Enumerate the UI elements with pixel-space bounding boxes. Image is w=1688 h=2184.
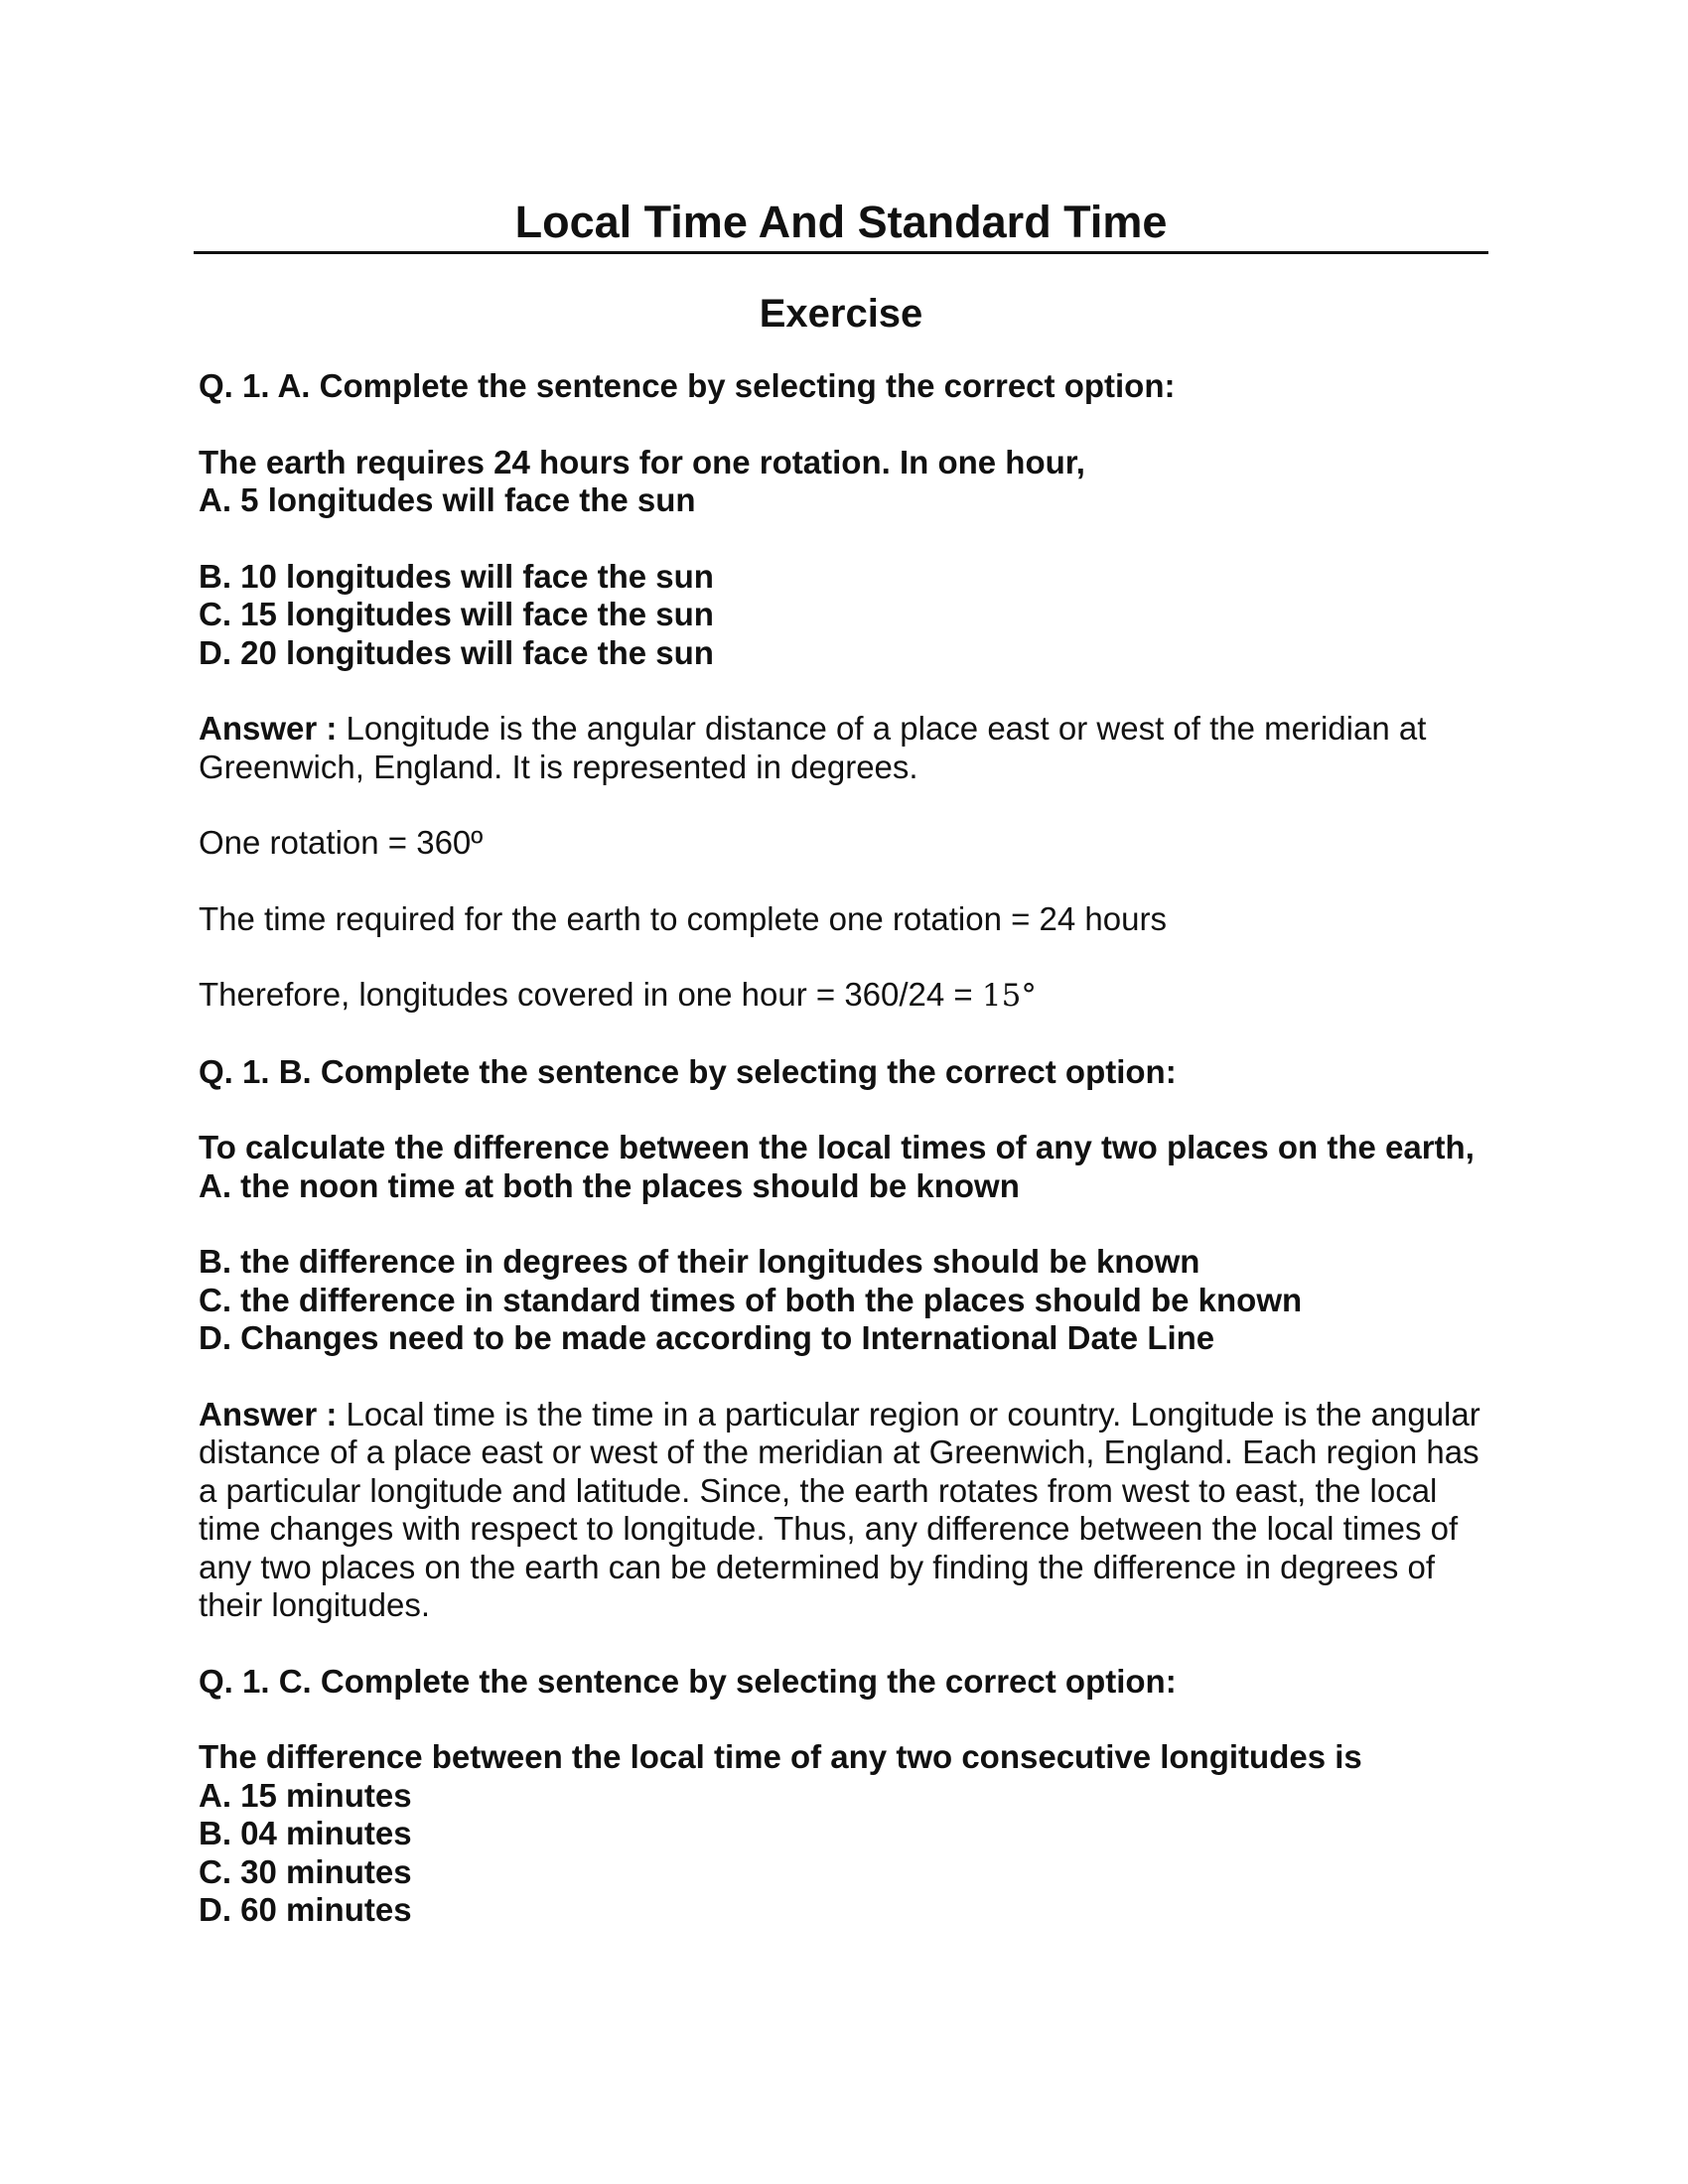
question-1a-line-result [199,976,1489,1016]
answer-label: Answer : [199,710,338,747]
question-1a-option-a: A. 5 longitudes will face the sun [199,481,696,518]
question-1a-stem: The earth requires 24 hours for one rotation. In one hour, [199,443,1085,480]
question-1b-option-a: A. the noon time at both the places should be known [199,1166,1020,1204]
question-1a-heading: Q. 1. A. Complete the sentence by selecting the correct option: [199,367,1176,404]
spacer [199,1205,1489,1243]
question-1b-answer [199,1396,1489,1625]
question-1c-option-b: B. 04 minutes [199,1815,412,1851]
answer-text: Longitude is the angular distance of a place east or west of the meridian at Greenwich, England. It is represented in degrees. [199,710,1427,785]
question-1c-option-a: A. 15 minutes [199,1776,412,1814]
question-1c-option-c: C. 30 minutes [199,1852,412,1890]
question-1b-option-b: B. the difference in degrees of their longitudes should be known [199,1243,1200,1280]
title-rule [194,251,1488,254]
answer-text: Local time is the time in a particular region or country. Longitude is the angular distance of a place east or west of the meridian at Greenwich, England. Each region has a particular longitude and latitude. Since, the earth rotates from west to east, the local time changes with respect to longitude. Thus, any difference between the local times of any two places on the earth can be determined by finding the difference in degrees of their longitudes. [199,1395,1480,1623]
answer-label: Answer : [199,1395,338,1433]
question-1a-line-rotation: One rotation = 360º [199,824,484,861]
spacer [199,520,1489,558]
question-1a-option-d: D. 20 longitudes will face the sun [199,633,714,671]
question-1a-line-time: The time required for the earth to complete one rotation = 24 hours [199,899,1167,937]
result-text: Therefore, longitudes covered in one hour = 360/24 = [199,976,982,1013]
result-value: 15° [981,978,1037,1014]
question-1a-answer [199,710,1489,786]
question-1b-option-c: C. the difference in standard times of both the places should be known [199,1281,1303,1318]
page-title: Local Time And Standard Time [514,197,1168,247]
question-1c-stem: The difference between the local time of any two consecutive longitudes is [199,1738,1362,1775]
section-heading: Exercise [759,292,923,336]
question-1c-option-d: D. 60 minutes [199,1891,412,1928]
question-1b-option-d: D. Changes need to be made according to International Date Line [199,1319,1215,1356]
question-1a-option-c: C. 15 longitudes will face the sun [199,596,714,632]
question-1a-option-b: B. 10 longitudes will face the sun [199,557,714,595]
question-1b-stem: To calculate the difference between the local times of any two places on the earth, [199,1129,1475,1165]
question-1b-heading: Q. 1. B. Complete the sentence by selecting the correct option: [199,1052,1177,1090]
document-body [199,367,1489,1930]
question-1c-heading: Q. 1. C. Complete the sentence by selecting the correct option: [199,1662,1177,1700]
